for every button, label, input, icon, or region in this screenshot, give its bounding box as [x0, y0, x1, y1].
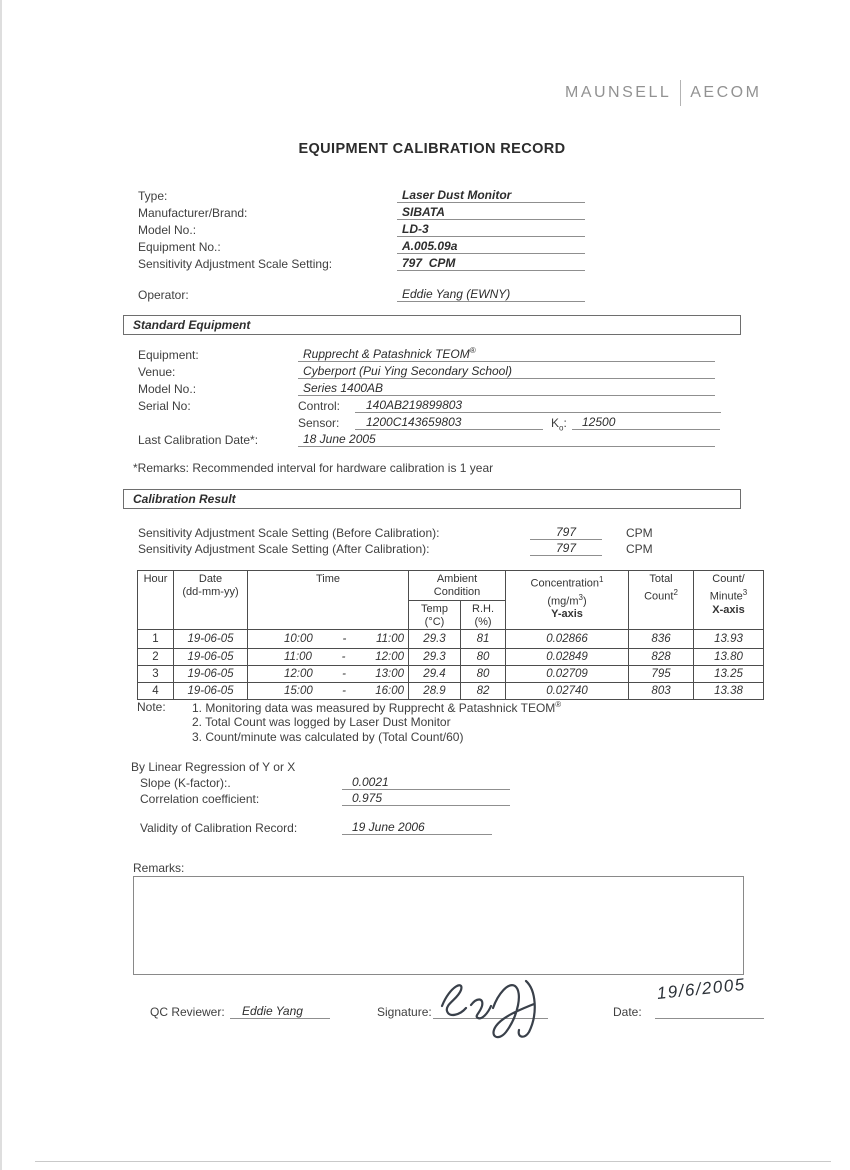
correlation-value: 0.975 [352, 791, 383, 805]
manufacturer-field [397, 203, 585, 220]
se-ko-value: 12500 [582, 415, 616, 429]
validity-field [342, 818, 492, 835]
operator-label: Operator: [138, 288, 189, 302]
se-sensor-label: Sensor: [298, 416, 340, 430]
calibration-result-section-title: Calibration Result [133, 492, 236, 506]
se-sensor-field [355, 413, 543, 430]
sensitivity-label: Sensitivity Adjustment Scale Setting: [138, 257, 333, 271]
after-cal-label: Sensitivity Adjustment Scale Setting (After Calibration): [138, 542, 430, 556]
operator-field [397, 285, 585, 302]
scan-left-edge [0, 0, 2, 1170]
remarks-label: Remarks: [133, 861, 185, 875]
qc-reviewer-label: QC Reviewer: [150, 1005, 225, 1019]
equipment-no-label: Equipment No.: [138, 240, 221, 254]
remarks-box [133, 876, 744, 975]
slope-value: 0.0021 [352, 775, 389, 789]
logo-divider [680, 80, 681, 106]
note-label: Note: [137, 700, 166, 714]
after-cal-unit: CPM [626, 542, 653, 556]
page-title: EQUIPMENT CALIBRATION RECORD [298, 141, 566, 157]
before-cal-value: 797 [555, 525, 577, 539]
manufacturer-label: Manufacturer/Brand: [138, 206, 248, 220]
validity-value: 19 June 2006 [352, 820, 425, 834]
standard-equipment-section-title: Standard Equipment [133, 318, 251, 332]
model-no-value: LD-3 [402, 222, 429, 236]
col-hour: Hour [138, 571, 174, 630]
col-concentration: Concentration$^1$ $(mg/m^3)$ Y-axis [506, 571, 629, 630]
regression-heading: By Linear Regression of Y or X [131, 760, 296, 774]
model-no-field [397, 220, 585, 237]
col-temp: Temp (°C) [409, 601, 461, 630]
col-count-minute: Count/ Minute$^3$ X-axis [694, 571, 764, 630]
se-model-field [298, 379, 715, 396]
qc-reviewer-value: Eddie Yang [242, 1004, 303, 1018]
date-label: Date: [613, 1005, 642, 1019]
date-line [655, 1002, 764, 1019]
sensitivity-value: 797 CPM [402, 256, 456, 270]
qc-reviewer-field [230, 1002, 330, 1019]
model-no-label: Model No.: [138, 223, 197, 237]
se-lastcal-field [298, 430, 715, 447]
before-cal-field [530, 523, 602, 540]
se-control-field [355, 396, 721, 413]
se-control-label: Control: [298, 399, 341, 413]
col-ambient: Ambient Condition [409, 571, 506, 601]
equipment-no-field [397, 237, 585, 254]
table-row: 1 19-06-05 10:00 - 11:00 29.3 81 0.02866 836 13.93 [138, 630, 764, 649]
se-equipment-field [298, 345, 715, 362]
correlation-field [342, 789, 510, 806]
col-rh: R.H. (%) [461, 601, 506, 630]
scan-bottom-edge [35, 1161, 831, 1162]
se-serial-label: Serial No: [138, 399, 191, 413]
se-ko-label: $K_o$: [551, 416, 567, 433]
col-total-count: Total Count$^2$ [629, 571, 694, 630]
correlation-label: Correlation coefficient: [140, 792, 260, 806]
validity-label: Validity of Calibration Record: [140, 821, 298, 835]
remarks-note: *Remarks: Recommended interval for hardware calibration is 1 year [133, 461, 494, 475]
company-logo [565, 80, 761, 106]
after-cal-value: 797 [555, 541, 577, 555]
note-item-3: 3. Count/minute was calculated by (Total Count/60) [192, 730, 464, 744]
type-value: Laser Dust Monitor [402, 188, 512, 202]
table-row: 3 19-06-05 12:00 - 13:00 29.4 80 0.02709 795 13.25 [138, 666, 764, 683]
manufacturer-value: SIBATA [402, 205, 445, 219]
type-field [397, 186, 585, 203]
signature-label: Signature: [377, 1005, 432, 1019]
handwritten-signature [430, 974, 550, 1042]
equipment-no-value: A.005.09a [402, 239, 458, 253]
slope-label: Slope (K-factor):. [140, 776, 231, 790]
sensitivity-field [397, 254, 585, 271]
se-model-label: Model No.: [138, 382, 197, 396]
table-row: 2 19-06-05 11:00 - 12:00 29.3 80 0.02849 828 13.80 [138, 649, 764, 666]
before-cal-label: Sensitivity Adjustment Scale Setting (Before Calibration): [138, 526, 440, 540]
se-venue-label: Venue: [138, 365, 176, 379]
logo-aecom: AECOM [690, 84, 762, 101]
se-equipment-reg-mark: ® [469, 346, 476, 355]
se-ko-field [572, 413, 720, 430]
se-lastcal-label: Last Calibration Date*: [138, 433, 259, 447]
se-sensor-value: 1200C143659803 [366, 415, 462, 429]
se-control-value: 140AB219899803 [366, 398, 463, 412]
table-row: 4 19-06-05 15:00 - 16:00 28.9 82 0.02740 803 13.38 [138, 683, 764, 700]
operator-value: Eddie Yang (EWNY) [402, 287, 511, 301]
standard-equipment-section-header [123, 315, 741, 335]
se-lastcal-value: 18 June 2005 [303, 432, 376, 446]
col-date: Date (dd-mm-yy) [174, 571, 248, 630]
after-cal-field [530, 539, 602, 556]
se-venue-field [298, 362, 715, 379]
type-label: Type: [138, 189, 168, 203]
col-time: Time [248, 571, 409, 630]
note-item-1: 1. Monitoring data was measured by Rupprecht & Patashnick TEOM® [192, 700, 562, 715]
se-equipment-label: Equipment: [138, 348, 199, 362]
calibration-table [137, 570, 764, 700]
se-equipment-value: Rupprecht & Patashnick TEOM [303, 347, 470, 361]
before-cal-unit: CPM [626, 526, 653, 540]
se-venue-value: Cyberport (Pui Ying Secondary School) [303, 364, 513, 378]
calibration-result-section-header [123, 489, 741, 509]
se-model-value: Series 1400AB [303, 381, 384, 395]
handwritten-date: 19/6/2005 [655, 974, 747, 1004]
note-item-2: 2. Total Count was logged by Laser Dust Monitor [192, 715, 451, 729]
logo-maunsell: MAUNSELL [565, 84, 672, 101]
slope-field [342, 773, 510, 790]
note-reg-mark: ® [555, 700, 562, 709]
